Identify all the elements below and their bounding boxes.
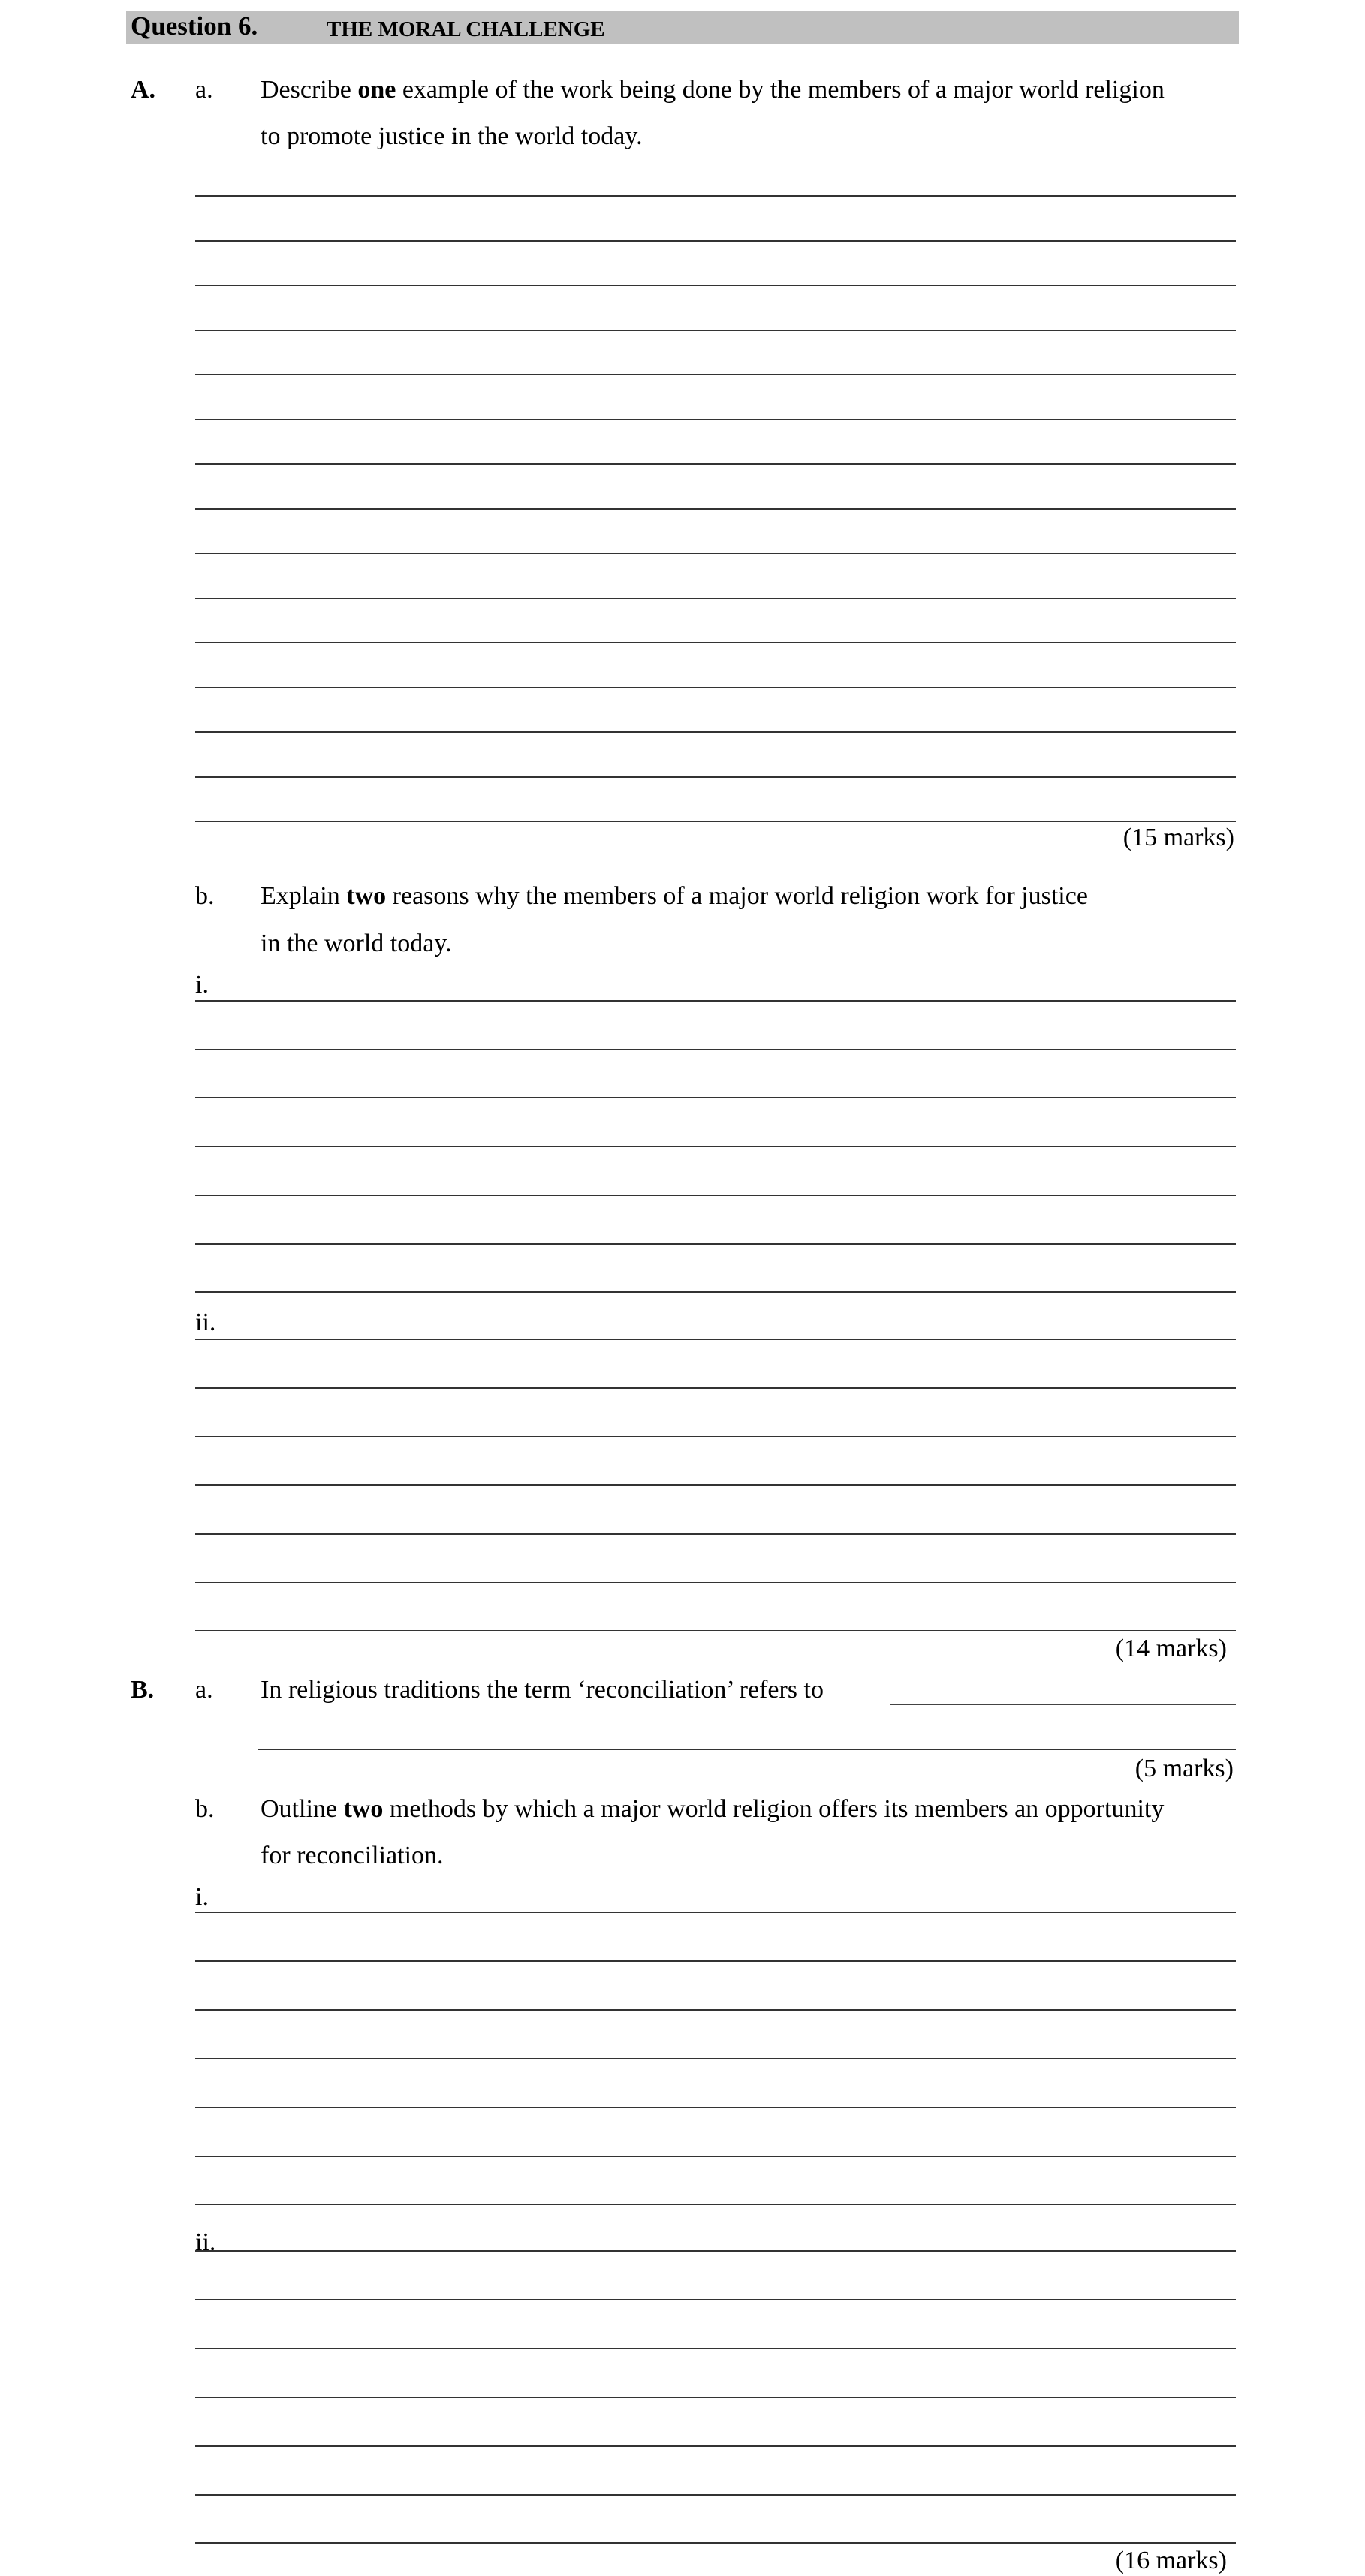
- answer-line[interactable]: [195, 2542, 1236, 2544]
- part-b-b-i-label: i.: [195, 1883, 209, 1911]
- prompt-emphasis: two: [343, 1795, 384, 1823]
- answer-line[interactable]: [195, 195, 1236, 197]
- section-a-label: A.: [131, 76, 156, 104]
- answer-line[interactable]: [195, 1582, 1236, 1583]
- answer-line[interactable]: [195, 419, 1236, 420]
- answer-line[interactable]: [195, 776, 1236, 778]
- prompt-emphasis: one: [357, 76, 396, 104]
- section-b-label: B.: [131, 1676, 155, 1704]
- answer-line[interactable]: [195, 642, 1236, 643]
- prompt-text: reasons why the members of a major world religion work for justice: [386, 882, 1088, 910]
- part-b-b-prompt-line2: for reconciliation.: [261, 1842, 444, 1869]
- part-a-b-marks: (14 marks): [1115, 1634, 1227, 1662]
- part-a-b-prompt-line1: [261, 881, 1088, 911]
- question-title: THE MORAL CHALLENGE: [327, 17, 605, 41]
- part-b-a-inline-answer-line[interactable]: [890, 1704, 1236, 1705]
- answer-line[interactable]: [195, 2299, 1236, 2300]
- part-b-a-label: a.: [195, 1676, 213, 1704]
- answer-line[interactable]: [195, 2058, 1236, 2059]
- answer-line[interactable]: [195, 2494, 1236, 2496]
- answer-line[interactable]: [195, 1630, 1236, 1631]
- answer-line[interactable]: [195, 285, 1236, 286]
- answer-line[interactable]: [195, 1097, 1236, 1098]
- prompt-text: methods by which a major world religion offers its members an opportunity: [383, 1795, 1165, 1823]
- part-b-a-answer-line[interactable]: [258, 1749, 1236, 1750]
- answer-line[interactable]: [195, 2107, 1236, 2108]
- answer-line[interactable]: [195, 1436, 1236, 1437]
- answer-line[interactable]: [195, 1146, 1236, 1147]
- answer-line[interactable]: [195, 1049, 1236, 1050]
- answer-line[interactable]: [195, 240, 1236, 242]
- part-a-b-prompt-line2: in the world today.: [261, 929, 452, 957]
- answer-line[interactable]: [195, 687, 1236, 688]
- prompt-text: Describe: [261, 76, 358, 104]
- answer-line[interactable]: [195, 330, 1236, 331]
- part-b-b-ii-label: ii.: [195, 2228, 216, 2256]
- answer-line[interactable]: [195, 731, 1236, 733]
- answer-line[interactable]: [195, 2348, 1236, 2349]
- answer-line[interactable]: [195, 1339, 1236, 1340]
- answer-line[interactable]: [195, 1960, 1236, 1962]
- answer-line[interactable]: [195, 2397, 1236, 2398]
- prompt-text: Outline: [261, 1795, 344, 1823]
- prompt-text: example of the work being done by the members of a major world religion: [396, 76, 1165, 104]
- answer-line[interactable]: [195, 2156, 1236, 2157]
- part-b-b-marks: (16 marks): [1115, 2547, 1227, 2574]
- answer-line[interactable]: [195, 1291, 1236, 1293]
- part-b-b-label: b.: [195, 1795, 215, 1823]
- part-a-a-prompt-line2: to promote justice in the world today.: [261, 122, 643, 150]
- answer-line[interactable]: [195, 1484, 1236, 1486]
- answer-line[interactable]: [195, 2204, 1236, 2205]
- part-b-a-marks: (5 marks): [1134, 1755, 1234, 1782]
- answer-line[interactable]: [195, 821, 1236, 822]
- part-a-b-i-label: i.: [195, 971, 209, 999]
- answer-line[interactable]: [195, 374, 1236, 375]
- answer-line[interactable]: [195, 463, 1236, 465]
- question-number: Question 6.: [131, 11, 258, 41]
- answer-line[interactable]: [195, 2009, 1236, 2011]
- question-header-bar: [126, 11, 1239, 44]
- answer-line[interactable]: [195, 2445, 1236, 2447]
- prompt-emphasis: two: [346, 882, 387, 910]
- answer-line[interactable]: [195, 598, 1236, 599]
- answer-line[interactable]: [195, 1195, 1236, 1196]
- prompt-text: Explain: [261, 882, 347, 910]
- part-a-a-label: a.: [195, 76, 213, 104]
- answer-line[interactable]: [195, 1243, 1236, 1245]
- part-a-a-marks: (15 marks): [1122, 824, 1234, 851]
- answer-line[interactable]: [195, 1533, 1236, 1535]
- part-a-a-prompt-line1: [261, 75, 1165, 105]
- answer-line[interactable]: [195, 1387, 1236, 1389]
- part-b-b-prompt-line1: [261, 1794, 1164, 1824]
- part-a-b-ii-label: ii.: [195, 1309, 216, 1336]
- answer-line[interactable]: [195, 1000, 1236, 1002]
- part-a-b-label: b.: [195, 882, 215, 910]
- part-b-a-prompt: In religious traditions the term ‘reconciliation’ refers to: [261, 1676, 824, 1704]
- answer-line[interactable]: [195, 1912, 1236, 1913]
- answer-line[interactable]: [195, 508, 1236, 510]
- answer-line[interactable]: [195, 2250, 1236, 2252]
- answer-line[interactable]: [195, 553, 1236, 554]
